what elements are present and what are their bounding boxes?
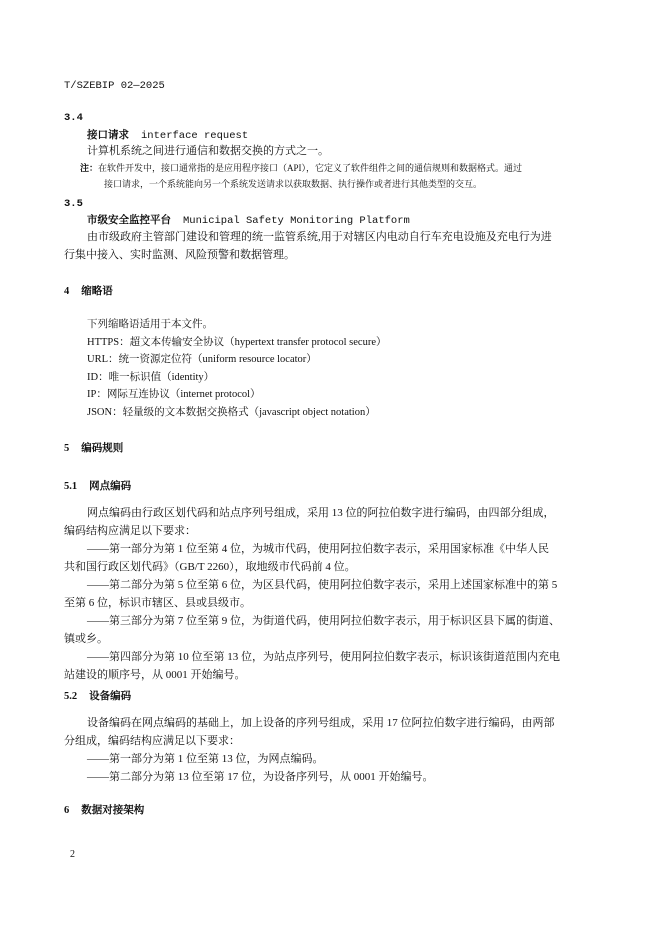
abbreviation-item: URL：统一资源定位符（uniform resource locator） bbox=[87, 354, 317, 365]
paragraph-line: 分组成，编码结构应满足以下要求： bbox=[64, 735, 240, 747]
section-title: 编码规则 bbox=[81, 443, 124, 454]
section-heading-6 bbox=[64, 802, 144, 817]
section-title: 设备编码 bbox=[89, 691, 132, 702]
section-title: 数据对接架构 bbox=[81, 805, 145, 816]
section-5-2-body bbox=[64, 714, 610, 786]
term-en: interface request bbox=[141, 130, 249, 142]
list-item-line: 站建设的顺序号，从 0001 开始编号。 bbox=[64, 669, 246, 681]
page-number: 2 bbox=[70, 849, 75, 860]
term-zh: 接口请求 bbox=[87, 130, 129, 141]
paragraph-line: 网点编码由行政区划代码和站点序列号组成，采用 13 位的阿拉伯数字进行编码，由四部分组成， bbox=[87, 507, 555, 519]
abbreviation-item: ID：唯一标识值（identity） bbox=[87, 371, 215, 383]
abbreviation-item: JSON：轻量级的文本数据交换格式（javascript object notation） bbox=[87, 406, 376, 418]
term-zh: 市级安全监控平台 bbox=[87, 215, 171, 226]
section-number: 6 bbox=[64, 805, 70, 816]
definition-3-4 bbox=[64, 142, 610, 160]
section-number: 5.2 bbox=[64, 691, 78, 702]
section-5-1-body bbox=[64, 504, 610, 684]
paragraph-line: 设备编码在网点编码的基础上，加上设备的序列号组成，采用 17 位阿拉伯数字进行编码，由两部 bbox=[87, 717, 555, 729]
abbreviation-item: HTTPS：超文本传输安全协议（hypertext transfer protocol secure） bbox=[87, 336, 387, 348]
section-heading-5-1 bbox=[64, 478, 131, 493]
clause-number-3-5: 3.5 bbox=[64, 198, 83, 210]
abbreviation-item: IP：网际互连协议（internet protocol） bbox=[87, 389, 261, 400]
list-item-line: ——第三部分为第 7 位至第 9 位，为街道代码，使用阿拉伯数字表示，用于标识区县下属的街道、 bbox=[87, 615, 560, 627]
section-number: 5.1 bbox=[64, 481, 78, 492]
list-item-line: 镇或乡。 bbox=[64, 633, 108, 645]
section-title: 网点编码 bbox=[89, 481, 132, 492]
definition-3-5 bbox=[64, 228, 610, 264]
clause-number-3-4: 3.4 bbox=[64, 112, 83, 124]
list-item-line: ——第一部分为第 1 位至第 4 位，为城市代码，使用阿拉伯数字表示，采用国家标准《中华人民 bbox=[87, 543, 549, 555]
section-heading-5-2 bbox=[64, 688, 131, 703]
abbreviation-intro: 下列缩略语适用于本文件。 bbox=[87, 319, 213, 330]
list-item-line: ——第二部分为第 13 位至第 17 位，为设备序列号，从 0001 开始编号。 bbox=[87, 771, 434, 783]
section-title: 缩略语 bbox=[81, 286, 113, 297]
definition-text: 计算机系统之间进行通信和数据交换的方式之一。 bbox=[87, 145, 329, 157]
note-line-2: 接口请求，一个系统能向另一个系统发送请求以获取数据、执行操作或者进行其他类型的交互。 bbox=[104, 179, 483, 189]
document-id: T/SZEBIP 02—2025 bbox=[64, 80, 165, 92]
list-item-line: ——第二部分为第 5 位至第 6 位，为区县代码，使用阿拉伯数字表示，采用上述国家标准中的第 5 bbox=[87, 579, 558, 591]
term-interface-request bbox=[87, 127, 248, 142]
term-en: Municipal Safety Monitoring Platform bbox=[183, 215, 410, 227]
note-line-1: 在软件开发中，接口通常指的是应用程序接口（API），它定义了软件组件之间的通信规则和数据格式。通过 bbox=[98, 163, 523, 173]
abbreviation-list bbox=[87, 316, 387, 421]
list-item-line: ——第四部分为第 10 位至第 13 位，为站点序列号，使用阿拉伯数字表示，标识该街道范围内充电 bbox=[87, 651, 560, 663]
list-item-line: ——第一部分为第 1 位至第 13 位，为网点编码。 bbox=[87, 753, 324, 765]
paragraph-line: 编码结构应满足以下要求： bbox=[64, 525, 196, 537]
section-number: 4 bbox=[64, 286, 70, 297]
note-label: 注： bbox=[80, 163, 99, 173]
list-item-line: 共和国行政区划代码》（GB/T 2260），取地级市代码前 4 位。 bbox=[64, 561, 356, 573]
definition-line-2: 行集中接入、实时监测、风险预警和数据管理。 bbox=[64, 249, 295, 261]
note-3-4 bbox=[80, 160, 610, 192]
section-heading-5 bbox=[64, 440, 123, 455]
section-number: 5 bbox=[64, 443, 70, 454]
definition-line-1: 由市级政府主管部门建设和管理的统一监管系统,用于对辖区内电动自行车充电设施及充电行为进 bbox=[87, 231, 552, 243]
section-heading-4 bbox=[64, 283, 113, 298]
list-item-line: 至第 6 位，标识市辖区、县或县级市。 bbox=[64, 597, 251, 609]
term-municipal-platform bbox=[87, 212, 410, 227]
